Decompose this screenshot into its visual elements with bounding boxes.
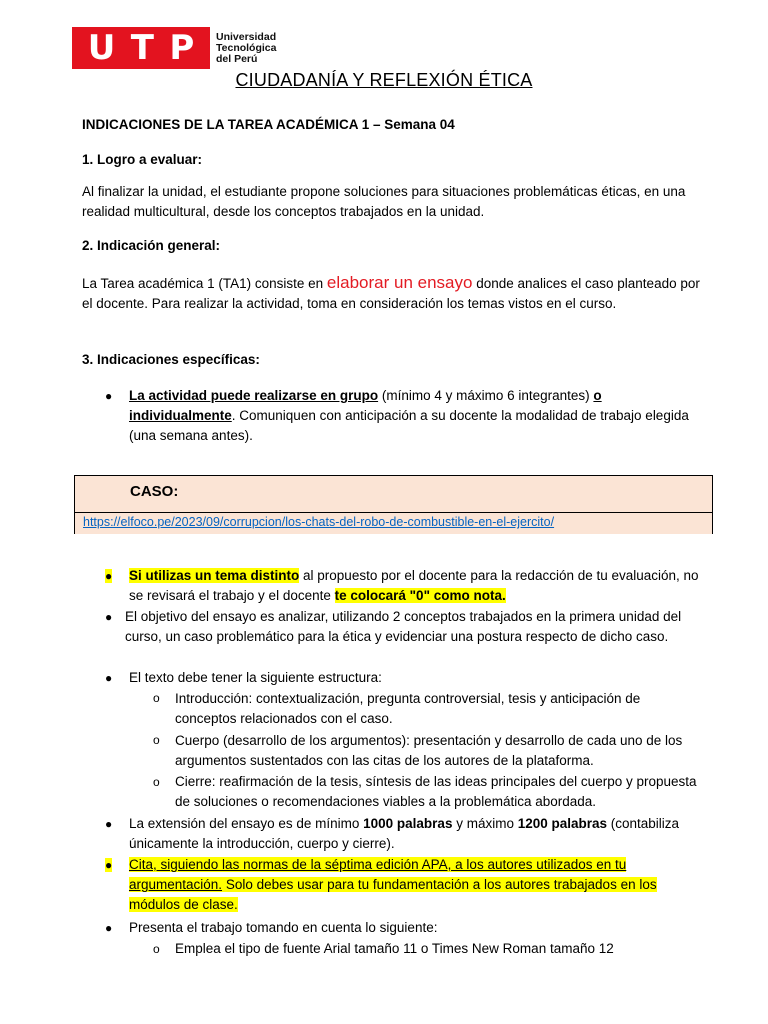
bullet-icon: ● <box>105 569 113 583</box>
bullet-objective: El objetivo del ensayo es analizar, utilizando 2 conceptos trabajados en la primera unidad del curso, un caso problemático para la ética y evidenciar una postura respecto de dicho caso. <box>125 609 682 644</box>
document-subtitle: INDICACIONES DE LA TAREA ACADÉMICA 1 – Semana 04 <box>82 117 455 132</box>
case-link[interactable]: https://elfoco.pe/2023/09/corrupcion/los-chats-del-robo-de-combustible-en-el-ejercito/ <box>83 515 555 529</box>
utp-logo-text: Universidad Tecnológica del Perú <box>216 30 277 65</box>
section-1-heading: 1. Logro a evaluar: <box>82 152 203 167</box>
bullet-citation: Cita, siguiendo las normas de la séptima edición APA, a los autores utilizados en tu argumentación. Solo debes usar para tu fundamentación a los autores trabajados en los módulos de clase. <box>129 857 657 912</box>
bullet-icon: ● <box>105 671 113 685</box>
bullet-icon: ● <box>105 817 113 831</box>
sub-bullet-icon: o <box>153 942 160 956</box>
bullet-topic-warning: Si utilizas un tema distinto al propuesto por el docente para la redacción de tu evaluación, no se revisará el trabajo y el docente te colocará "0" como nota. <box>129 568 699 603</box>
sub-bullet-icon: o <box>153 691 160 705</box>
bullet-icon: ● <box>105 921 113 935</box>
sub-bullet-icon: o <box>153 733 160 747</box>
section-1-text: Al finalizar la unidad, el estudiante propone soluciones para situaciones problemáticas éticas, en una realidad multicultural, desde los conceptos trabajados en la unidad. <box>82 184 686 219</box>
bullet-group-modality: La actividad puede realizarse en grupo (mínimo 4 y máximo 6 integrantes) o individualmente. Comuniquen con anticipación a su docente la modalidad de trabajo elegida (una semana antes). <box>129 388 689 443</box>
bullet-length: La extensión del ensayo es de mínimo 1000 palabras y máximo 1200 palabras (contabiliza únicamente la introducción, cuerpo y cierre). <box>129 816 680 851</box>
case-table <box>74 475 713 534</box>
section-2-text: La Tarea académica 1 (TA1) consiste en elaborar un ensayo donde analices el caso planteado por el docente. Para realizar la actividad, toma en consideración los temas vistos en el curso. <box>82 273 700 311</box>
emphasis-essay: elaborar un ensayo <box>326 273 473 292</box>
structure-closing: Cierre: reafirmación de la tesis, síntesis de las ideas principales del cuerpo y propuesta de soluciones o recomendaciones viables a la problemática abordada. <box>175 774 697 809</box>
bullet-icon: ● <box>105 389 113 403</box>
section-2-heading: 2. Indicación general: <box>82 238 221 253</box>
bullet-structure: El texto debe tener la siguiente estructura: <box>129 670 382 685</box>
sub-bullet-icon: o <box>153 775 160 789</box>
structure-introduction: Introducción: contextualización, pregunta controversial, tesis y anticipación de conceptos relacionados con el caso. <box>175 691 641 726</box>
page-title: CIUDADANÍA Y REFLEXIÓN ÉTICA <box>235 70 533 90</box>
bullet-icon: ● <box>105 858 113 872</box>
case-label: CASO: <box>130 483 179 500</box>
structure-body: Cuerpo (desarrollo de los argumentos): presentación y desarrollo de cada uno de los argumentos sustentados con las citas de los autores de la plataforma. <box>175 733 683 768</box>
utp-logo-mark: U T P <box>72 27 210 69</box>
bullet-icon: ● <box>105 610 113 624</box>
presentation-font: Emplea el tipo de fuente Arial tamaño 11 o Times New Roman tamaño 12 <box>175 941 614 956</box>
bullet-presentation: Presenta el trabajo tomando en cuenta lo siguiente: <box>129 920 438 935</box>
section-3-heading: 3. Indicaciones específicas: <box>82 352 260 367</box>
utp-logo <box>72 27 276 69</box>
